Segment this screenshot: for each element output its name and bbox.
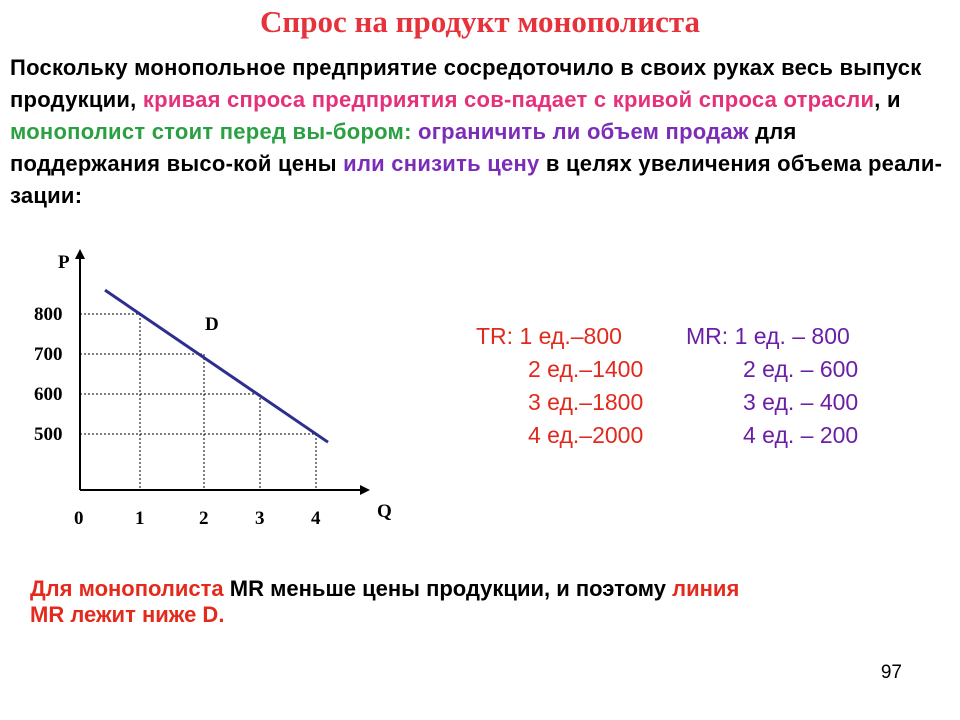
tr-value: 1 ед.–800: [519, 323, 622, 349]
mr-value: 2 ед. – 600: [743, 356, 859, 382]
tr-row: [476, 419, 643, 452]
y-axis-arrow: [75, 249, 85, 259]
conclusion-seg: MR лежит ниже D.: [30, 602, 225, 627]
intro-seg: , и: [874, 87, 901, 112]
slide-title: Спрос на продукт монополиста: [260, 4, 700, 39]
mr-row: [686, 419, 858, 452]
tr-value: 2 ед.–1400: [528, 356, 644, 382]
intro-seg-highlight: монополист стоит перед вы-бором:: [10, 119, 412, 144]
page-number: 97: [880, 662, 902, 683]
intro-seg: Поскольку монопольное предприятие сосредоточило в своих руках весь выпуск продукции,: [10, 55, 922, 112]
tr-row: [476, 320, 643, 353]
tr-row: [476, 386, 643, 419]
y-tick-label: 700: [34, 344, 63, 365]
x-tick-label: 0: [74, 508, 84, 529]
mr-list: [686, 320, 858, 452]
mr-row: [686, 320, 858, 353]
conclusion-seg: MR меньше цены продукции, и поэтому: [229, 576, 673, 601]
conclusion-seg: линия: [672, 576, 740, 601]
intro-seg: в целях увеличения объема реали-зации:: [10, 151, 943, 208]
x-axis-label: Q: [377, 501, 392, 522]
mr-label: MR:: [686, 323, 729, 349]
x-tick-label: 3: [255, 508, 265, 529]
demand-curve-d: [105, 290, 328, 442]
intro-seg-highlight: ограничить ли объем продаж: [418, 119, 749, 144]
x-tick-label: 2: [199, 508, 209, 529]
y-axis-label: P: [58, 252, 70, 273]
y-tick-label: 600: [34, 384, 63, 405]
intro-seg: для поддержания высо-кой цены: [10, 119, 797, 176]
mr-row: [686, 386, 858, 419]
x-axis-arrow: [360, 485, 370, 495]
conclusion-seg: Для монополиста: [30, 576, 230, 601]
mr-value: 4 ед. – 200: [743, 422, 859, 448]
x-tick-label: 1: [135, 508, 145, 529]
y-tick-label: 500: [34, 424, 63, 445]
mr-row: [686, 353, 858, 386]
tr-row: [476, 353, 643, 386]
conclusion-text: [30, 576, 930, 628]
tr-list: [476, 320, 643, 452]
x-tick-label: 4: [311, 508, 321, 529]
mr-value: 1 ед. – 800: [734, 323, 850, 349]
intro-seg-highlight: кривая спроса предприятия сов-падает с кривой спроса отрасли: [142, 87, 875, 112]
tr-value: 3 ед.–1800: [528, 389, 644, 415]
mr-value: 3 ед. – 400: [743, 389, 859, 415]
intro-seg-highlight: или снизить цену: [343, 151, 540, 176]
tr-label: TR:: [476, 323, 514, 349]
tr-value: 4 ед.–2000: [528, 422, 644, 448]
curve-label-d: D: [205, 314, 219, 335]
y-tick-label: 800: [34, 304, 63, 325]
